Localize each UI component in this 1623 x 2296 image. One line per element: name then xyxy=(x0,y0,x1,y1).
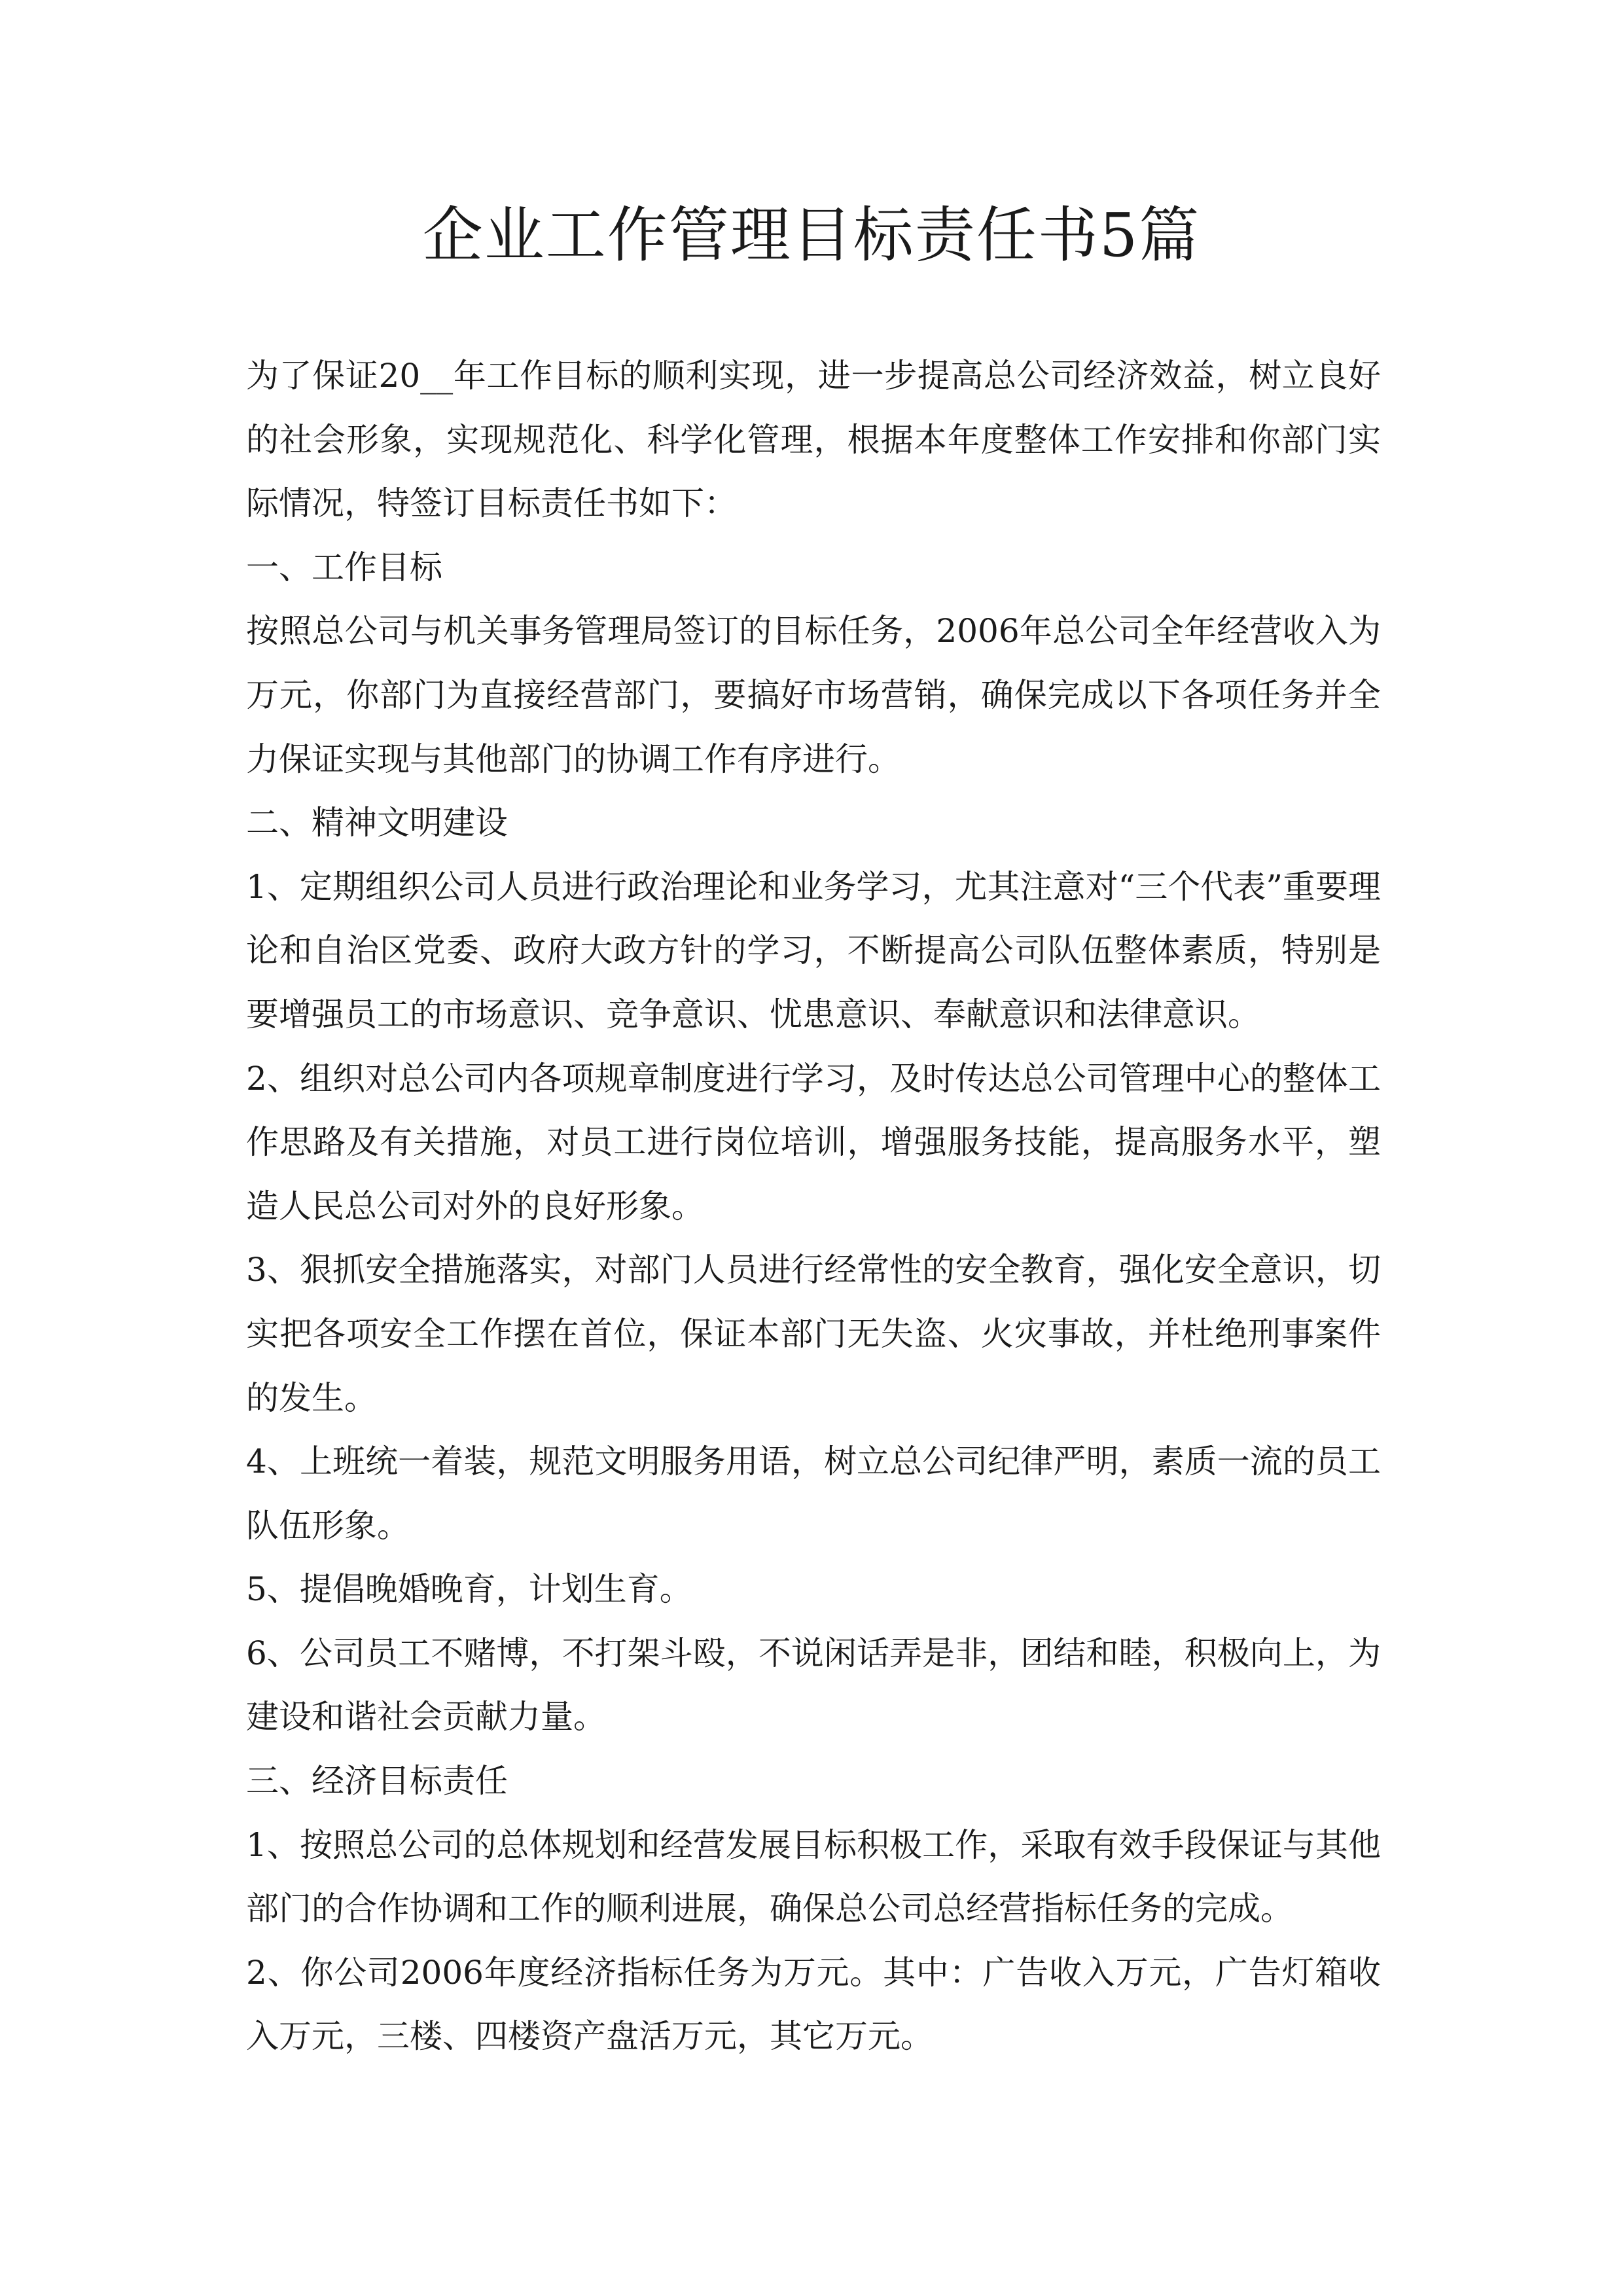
intro-paragraph: 为了保证20__年工作目标的顺利实现，进一步提高总公司经济效益，树立良好的社会形象，实现规范化、科学化管理，根据本年度整体工作安排和你部门实际情况，特签订目标责任书如下： xyxy=(246,357,1381,523)
list-item: 1、按照总公司的总体规划和经营发展目标积极工作，采取有效手段保证与其他部门的合作协调和工作的顺利进展，确保总公司总经营指标任务的完成。 xyxy=(246,1825,1381,1928)
work-goals-paragraph: 按照总公司与机关事务管理局签订的目标任务，2006年总公司全年经营收入为万元，你部门为直接经营部门，要搞好市场营销，确保完成以下各项任务并全力保证实现与其他部门的协调工作有序进行。 xyxy=(246,612,1381,778)
document-title: 企业工作管理目标责任书5篇 xyxy=(422,200,1201,270)
list-item: 2、组织对总公司内各项规章制度进行学习，及时传达总公司管理中心的整体工作思路及有关措施，对员工进行岗位培训，增强服务技能，提高服务水平，塑造人民总公司对外的良好形象。 xyxy=(246,1059,1381,1225)
list-item: 4、上班统一着装，规范文明服务用语，树立总公司纪律严明，素质一流的员工队伍形象。 xyxy=(246,1443,1381,1545)
list-item: 6、公司员工不赌博，不打架斗殴，不说闲话弄是非，团结和睦，积极向上，为建设和谐社会贡献力量。 xyxy=(246,1634,1381,1736)
list-item: 3、狠抓安全措施落实，对部门人员进行经常性的安全教育，强化安全意识，切实把各项安全工作摆在首位，保证本部门无失盗、火灾事故，并杜绝刑事案件的发生。 xyxy=(246,1251,1381,1417)
document-body xyxy=(246,344,1381,2069)
section-heading-work-goals: 一、工作目标 xyxy=(246,548,442,586)
section-heading-economic-goals: 三、经济目标责任 xyxy=(246,1762,508,1801)
list-item: 5、提倡晚婚晚育，计划生育。 xyxy=(246,1570,692,1609)
section-heading-spiritual-civilization: 二、精神文明建设 xyxy=(246,804,508,842)
list-item: 1、定期组织公司人员进行政治理论和业务学习，尤其注意对“三个代表”重要理论和自治区党委、政府大政方针的学习，不断提高公司队伍整体素质，特别是要增强员工的市场意识、竞争意识、忧患意识、奉献意识和法律意识。 xyxy=(246,867,1381,1033)
list-item: 2、你公司2006年度经济指标任务为万元。其中：广告收入万元，广告灯箱收入万元，三楼、四楼资产盘活万元，其它万元。 xyxy=(246,1953,1381,2056)
